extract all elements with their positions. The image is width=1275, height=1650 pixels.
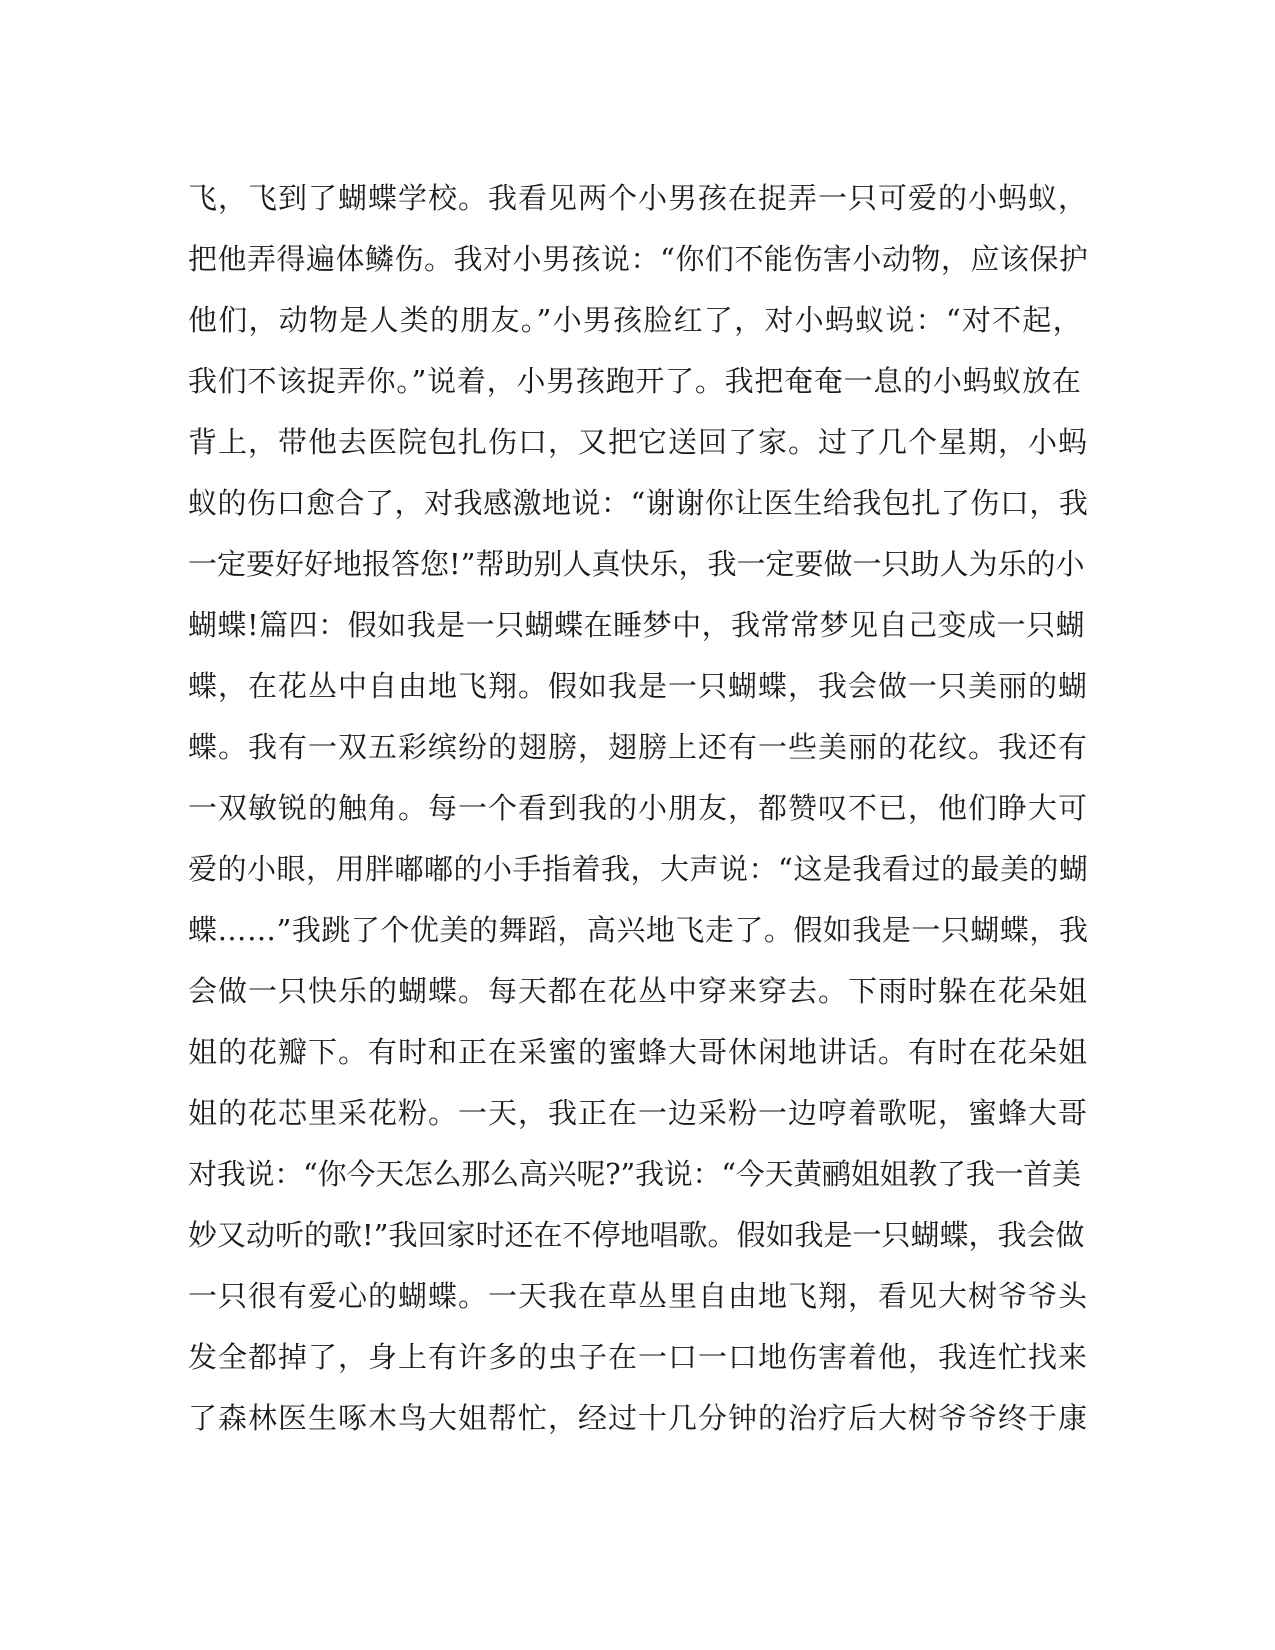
text-line: 一定要好好地报答您!”帮助别人真快乐，我一定要做一只助人为乐的小 (188, 547, 1085, 581)
text-line: 爱的小眼，用胖嘟嘟的小手指着我，大声说：“这是我看过的最美的蝴 (188, 852, 1089, 886)
text-line: 姐的花芯里采花粉。一天，我正在一边采粉一边哼着歌呢，蜜蜂大哥 (188, 1096, 1089, 1130)
text-line: 一只很有爱心的蝴蝶。一天我在草丛里自由地飞翔，看见大树爷爷头 (188, 1279, 1089, 1313)
text-line: 对我说：“你今天怎么那么高兴呢?”我说：“今天黄鹂姐姐教了我一首美 (188, 1157, 1081, 1191)
text-line: 妙又动听的歌!”我回家时还在不停地唱歌。假如我是一只蝴蝶，我会做 (188, 1218, 1085, 1252)
text-line: 飞，飞到了蝴蝶学校。我看见两个小男孩在捉弄一只可爱的小蚂蚁， (188, 181, 1089, 215)
text-line: 一双敏锐的触角。每一个看到我的小朋友，都赞叹不已，他们睁大可 (188, 791, 1089, 825)
text-line: 蝴蝶!篇四：假如我是一只蝴蝶在睡梦中，我常常梦见自己变成一只蝴 (188, 608, 1086, 642)
text-line: 发全都掉了，身上有许多的虫子在一口一口地伤害着他，我连忙找来 (188, 1340, 1089, 1374)
text-line: 把他弄得遍体鳞伤。我对小男孩说：“你们不能伤害小动物，应该保护 (188, 242, 1089, 276)
text-line: 蝶。我有一双五彩缤纷的翅膀，翅膀上还有一些美丽的花纹。我还有 (188, 730, 1089, 764)
body-text (188, 168, 1088, 1449)
text-line: 蚁的伤口愈合了，对我感激地说：“谢谢你让医生给我包扎了伤口，我 (188, 486, 1089, 520)
text-line: 会做一只快乐的蝴蝶。每天都在花丛中穿来穿去。下雨时躲在花朵姐 (188, 974, 1089, 1008)
text-line: 背上，带他去医院包扎伤口，又把它送回了家。过了几个星期，小蚂 (188, 425, 1089, 459)
text-line: 蝶，在花丛中自由地飞翔。假如我是一只蝴蝶，我会做一只美丽的蝴 (188, 669, 1089, 703)
text-line: 姐的花瓣下。有时和正在采蜜的蜜蜂大哥休闲地讲话。有时在花朵姐 (188, 1035, 1089, 1069)
text-line: 蝶……”我跳了个优美的舞蹈，高兴地飞走了。假如我是一只蝴蝶，我 (188, 913, 1089, 947)
text-line: 了森林医生啄木鸟大姐帮忙，经过十几分钟的治疗后大树爷爷终于康 (188, 1401, 1089, 1435)
text-line: 我们不该捉弄你。”说着，小男孩跑开了。我把奄奄一息的小蚂蚁放在 (188, 364, 1082, 398)
text-line: 他们，动物是人类的朋友。”小男孩脸红了，对小蚂蚁说：“对不起， (188, 303, 1083, 337)
